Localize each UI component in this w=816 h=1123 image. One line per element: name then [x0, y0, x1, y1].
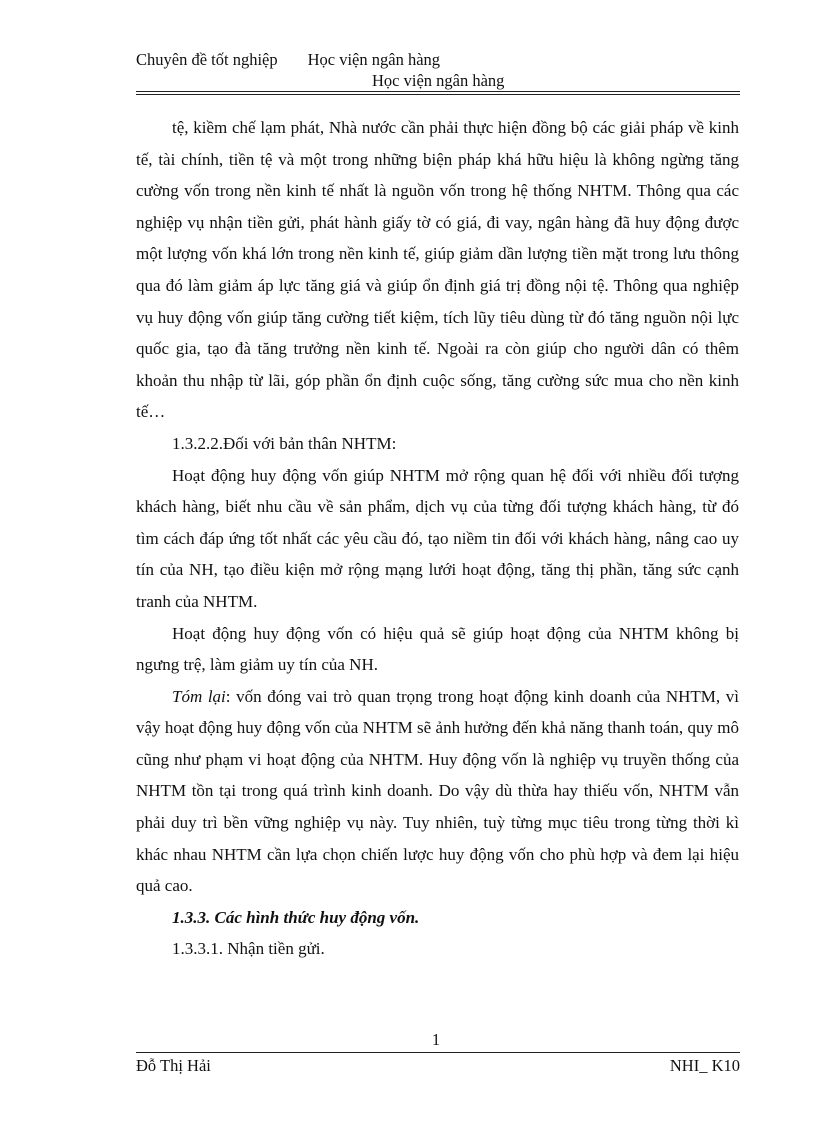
footer-author: Đỗ Thị Hải [136, 1056, 211, 1075]
summary-lead: Tóm lại [172, 686, 226, 706]
paragraph-4 [136, 681, 739, 902]
document-body [136, 112, 739, 965]
paragraph-1: tệ, kiềm chế lạm phát, Nhà nước cần phải thực hiện đồng bộ các giải pháp về kinh tế, tài chính, tiền tệ và một trong những biện pháp khá hữu hiệu là không ngừng tăng cường vốn trong nền kinh tế nhất là nguồn vốn trong hệ thống NHTM. Thông qua các nghiệp vụ nhận tiền gửi, phát hành giấy tờ có giá, đi vay, ngân hàng đã huy động được một lượng vốn khá lớn trong nền kinh tế, giúp giảm dần lượng tiền mặt trong lưu thông qua đó làm giảm áp lực tăng giá và giúp ổn định giá trị đồng nội tệ. Thông qua nghiệp vụ huy động vốn giúp tăng cường tiết kiệm, tích lũy tiêu dùng từ đó tăng nguồn nội lực quốc gia, tạo đà tăng trưởng nền kinh tế. Ngoài ra còn giúp cho người dân có thêm khoản thu nhập từ lãi, góp phần ổn định cuộc sống, tăng cường sức mua cho nền kinh tế… [136, 118, 739, 422]
footer-class-code: NHI_ K10 [669, 1056, 740, 1075]
footer-rule [136, 1052, 740, 1053]
page-number: 1 [431, 1030, 441, 1049]
header-rule-top [136, 91, 740, 92]
header-doc-type: Chuyên đề tốt nghiệp [136, 50, 278, 69]
sub-heading-1-3-3-1: 1.3.3.1. Nhận tiền gửi. [172, 939, 325, 959]
header-rule-bottom [136, 94, 740, 95]
summary-text: : vốn đóng vai trò quan trọng trong hoạt động kinh doanh của NHTM, vì vậy hoạt động huy động vốn của NHTM sẽ ảnh hưởng đến khả năng thanh toán, quy mô cũng như phạm vi hoạt động của NHTM. Huy động vốn là nghiệp vụ truyền thống của NHTM tồn tại trong quá trình kinh doanh. Do vậy dù thừa hay thiếu vốn, NHTM vẫn phải duy trì bền vững nghiệp vụ này. Tuy nhiên, tuỳ từng mục tiêu trong từng thời kì khác nhau NHTM cần lựa chọn chiến lược huy động vốn cho phù hợp và đem lại hiệu quả cao. [136, 686, 739, 896]
sub-heading-1-3-2-2: 1.3.2.2.Đối với bản thân NHTM: [172, 433, 397, 453]
header-institution: Học viện ngân hàng [307, 50, 441, 69]
header-line-1 [136, 50, 440, 70]
paragraph-2: Hoạt động huy động vốn giúp NHTM mở rộng quan hệ đối với nhiều đối tượng khách hàng, biết nhu cầu về sản phẩm, dịch vụ của từng đối tượng khách hàng, từ đó tìm cách đáp ứng tốt nhất các yêu cầu đó, tạo niềm tin đối với khách hàng, nâng cao uy tín của NH, tạo điều kiện mở rộng mạng lưới hoạt động, tăng thị phần, tăng sức cạnh tranh của NHTM. [136, 465, 739, 611]
section-heading-1-3-3: 1.3.3. Các hình thức huy động vốn. [172, 907, 420, 927]
header-institution-repeat: Học viện ngân hàng [372, 71, 505, 90]
paragraph-3: Hoạt động huy động vốn có hiệu quả sẽ giúp hoạt động của NHTM không bị ngưng trệ, làm giảm uy tín của NH. [136, 623, 739, 675]
